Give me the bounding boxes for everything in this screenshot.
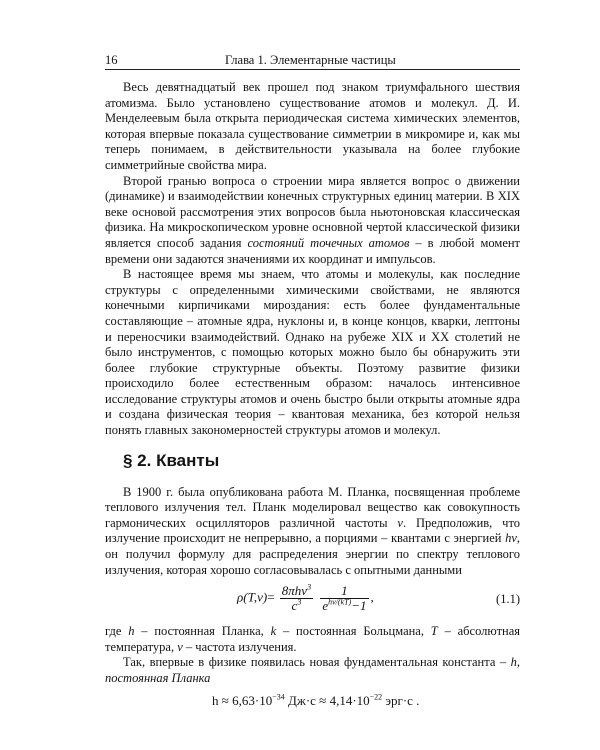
num1-exp: 3 <box>307 582 312 592</box>
paragraph-3: В настоящее время мы знаем, что атомы и молекулы, как последние структуры с определенными химическими свойствами, не являются конечными кирпичиками мироздания: есть более фундаментальные составляющие – атомные ядра, нуклоны и, в конце концов, кварки, лептоны и переносчики взаимодействий. Однако на рубеже XIX и XX столетий не было инструментов, с помощью которых можно было бы обнаружить эти более глубокие структурные объекты. Поэтому развитие физики происходило более естественным образом: началось интенсивное исследование структуры атомов и очень быстро были открыты атомные ядра и создана физическая теория – квантовая механика, без которой нельзя понять главных закономерностей структуры атомов и молекул. <box>105 267 520 438</box>
planck-formula <box>237 584 374 613</box>
page-number: 16 <box>105 53 118 67</box>
planck-text-2: . Предположив, что излучение происходит не непрерывно, а порциями – квантами с энергией <box>105 515 520 546</box>
legend-T-desc: – абсолютная температура, <box>105 624 521 654</box>
fraction-2-denominator <box>320 599 368 613</box>
legend-nu: ν <box>177 639 183 654</box>
planck-constant-row <box>105 691 520 713</box>
formula-equals: = <box>267 589 275 605</box>
const-part-b: Дж·с ≈ 4,14·10 <box>284 692 370 708</box>
num1-base: 8πhν <box>281 583 308 599</box>
nu-symbol: ν <box>397 515 403 530</box>
legend-h: h <box>128 624 135 639</box>
constant-name: h, постоянная Планка <box>105 655 520 685</box>
emphasis-states: состояний точечных атомов <box>247 235 410 250</box>
fraction-2 <box>320 584 368 613</box>
planck-text-3: , он получил формулу для распределения энергии по спектру теплового излучения, которая хорошо согласовывалась с опытными данными <box>105 531 521 577</box>
paragraph-1: Весь девятнадцатый век прошел под знаком триумфального шествия атомизма. Было установлено существование атомов и молекул. Д. И. Менделеевым была открыта периодическая система химических элементов, которая впервые показала существование симметрии в микромире и, как мы теперь понимаем, в действительности указывала на более глубокие симметрийные свойства мира. <box>105 80 520 172</box>
fraction-1-denominator <box>280 599 313 613</box>
fraction-1 <box>280 584 313 613</box>
legend-T: T <box>430 624 438 639</box>
formula-legend <box>105 624 520 655</box>
const-part-c: эрг·с . <box>382 692 420 708</box>
den1-exp: 3 <box>297 597 302 607</box>
header-rule <box>105 69 520 70</box>
formula-lhs: ρ(T,ν) <box>237 589 268 605</box>
legend-h-desc: – постоянная Планка, <box>141 624 264 639</box>
chapter-title: Глава 1. Элементарные частицы <box>225 53 396 67</box>
legend-k-desc: – постоянная Больцмана, <box>282 624 424 639</box>
paragraph-2-text: Второй гранью вопроса о строении мира является вопрос о движении (динамике) и взаимодействии конечных структурных единиц материи. В XIX веке основой рассмотрения этих вопросов была ньютоновская классическая физика. На микроскопическом уровне основной чертой классической физики является способ задания <box>105 173 520 250</box>
den2-exp: hν/(kT) <box>328 597 352 607</box>
const-part-a: h ≈ 6,63·10 <box>212 692 273 708</box>
legend-nu-desc: – частота излучения. <box>185 639 297 654</box>
paragraph-2-tail: в любой момент времени они задаются значениями их координат и импульсов. <box>105 235 521 266</box>
const-exp-1: −34 <box>272 692 285 702</box>
legend-where: где <box>105 624 122 639</box>
constant-intro <box>105 655 520 686</box>
formula-row <box>105 584 520 618</box>
planck-text-1: В 1900 г. была опубликована работа М. Планка, посвященная проблеме теплового излучения тел. Планк моделировал вещество как совокупность гармонических осцилляторов различной частоты <box>105 484 520 530</box>
paragraph-2: Второй гранью вопроса о строении мира является вопрос о движении (динамике) и взаимодействии конечных структурных единиц материи. В XIX веке основой рассмотрения этих вопросов была ньютоновская классическая физика. На микроскопическом уровне основной чертой классической физики является способ задания состояний точечных атомов – в любой момент времени они задаются значениями их координат и импульсов. <box>105 173 521 266</box>
den2-base: e <box>322 598 329 614</box>
fraction-2-numerator: 1 <box>320 584 368 599</box>
constant-intro-text: Так, впервые в физике появилась новая фундаментальная константа – <box>123 655 507 670</box>
den1-base: c <box>291 598 298 614</box>
hnu-symbol: hν <box>505 531 517 546</box>
legend-k: k <box>270 624 277 639</box>
equation-number: (1.1) <box>496 592 520 607</box>
paragraph-planck <box>105 485 520 579</box>
running-header <box>105 52 520 70</box>
den2-tail: −1 <box>351 598 367 614</box>
const-exp-2: −22 <box>369 692 383 702</box>
planck-constant <box>212 693 419 709</box>
section-heading: § 2. Кванты <box>123 450 220 470</box>
page-body <box>105 80 520 713</box>
formula-comma: , <box>370 589 374 605</box>
